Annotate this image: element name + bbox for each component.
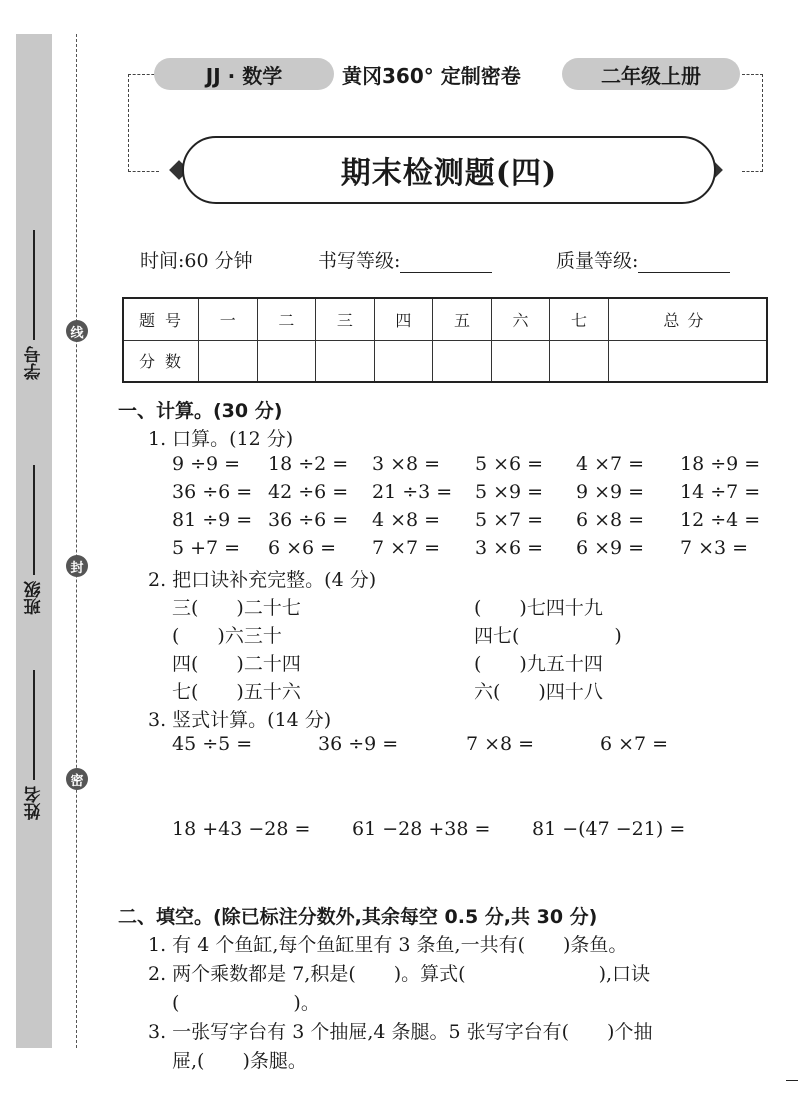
oral-calc-item: 4 ×8 = (372, 509, 441, 531)
oral-calc-item: 36 ÷6 = (172, 481, 253, 503)
rhyme-item: 四( )二十四 (172, 653, 301, 675)
name-blank[interactable] (33, 670, 35, 780)
score-cell-6[interactable] (491, 340, 550, 382)
rhyme-item: ( )九五十四 (474, 653, 603, 675)
oral-calc-item: 81 ÷9 = (172, 509, 253, 531)
header-dashed-frame-right (742, 74, 763, 172)
score-col-7: 七 (550, 298, 609, 340)
fill-item-2: 2. 两个乘数都是 7,积是( )。算式( ),口诀 (148, 963, 651, 985)
class-field (20, 455, 48, 615)
rhyme-item: ( )七四十九 (474, 597, 603, 619)
vertical-calc-item: 45 ÷5 = (172, 733, 253, 755)
fill-item-3-cont: 屉,( )条腿。 (172, 1050, 307, 1072)
vertical-calc-item: 18 +43 −28 = (172, 818, 311, 840)
name-label: 姓名 (24, 786, 45, 820)
score-col-3: 三 (316, 298, 375, 340)
quality-grade-label: 质量等级: (556, 250, 639, 272)
oral-calc-item: 6 ×6 = (268, 537, 337, 559)
subject-tag: JJ · 数学 (154, 58, 334, 90)
question-number-head: 题号 (123, 298, 199, 340)
cut-line (76, 34, 77, 1048)
rhyme-item: 七( )五十六 (172, 681, 301, 703)
seal-seal-mark: 封 (66, 555, 88, 577)
oral-calc-item: 18 ÷9 = (680, 453, 761, 475)
vertical-calc-item: 61 −28 +38 = (352, 818, 491, 840)
fill-item-3: 3. 一张写字台有 3 个抽屉,4 条腿。5 张写字台有( )个抽 (148, 1021, 653, 1043)
rhyme-item: 六( )四十八 (474, 681, 603, 703)
fill-item-1: 1. 有 4 个鱼缸,每个鱼缸里有 3 条鱼,一共有( )条鱼。 (148, 934, 628, 956)
writing-grade-blank[interactable] (400, 254, 492, 273)
q1-title: 1. 口算。(12 分) (148, 428, 294, 450)
score-col-total: 总分 (608, 298, 767, 340)
series-name: 黄冈360° 定制密卷 (342, 64, 521, 88)
oral-calc-item: 5 +7 = (172, 537, 241, 559)
q3-title: 3. 竖式计算。(14 分) (148, 709, 332, 731)
oral-calc-item: 36 ÷6 = (268, 509, 349, 531)
page-edge-mark (786, 1080, 798, 1081)
oral-calc-item: 14 ÷7 = (680, 481, 761, 503)
score-col-2: 二 (257, 298, 316, 340)
score-table (122, 297, 768, 383)
rhyme-item: ( )六三十 (172, 625, 282, 647)
student-id-field (20, 230, 48, 380)
vertical-calc-item: 6 ×7 = (600, 733, 669, 755)
student-id-label: 学号 (24, 346, 45, 380)
score-head: 分数 (123, 340, 199, 382)
page-title: 期末检测题(四) (182, 136, 716, 204)
oral-calc-item: 5 ×7 = (475, 509, 544, 531)
oral-calc-item: 9 ×9 = (576, 481, 645, 503)
oral-calc-item: 42 ÷6 = (268, 481, 349, 503)
seal-line-mark: 线 (66, 320, 88, 342)
oral-calc-item: 7 ×7 = (372, 537, 441, 559)
vertical-calc-item: 81 −(47 −21) = (532, 818, 686, 840)
oral-calc-item: 5 ×6 = (475, 453, 544, 475)
section-1-title: 一、计算。(30 分) (118, 400, 283, 422)
oral-calc-item: 3 ×6 = (475, 537, 544, 559)
score-table-score-row (123, 340, 767, 382)
oral-calc-item: 3 ×8 = (372, 453, 441, 475)
q2-title: 2. 把口诀补充完整。(4 分) (148, 569, 377, 591)
quality-grade-blank[interactable] (638, 254, 730, 273)
score-cell-2[interactable] (257, 340, 316, 382)
score-col-6: 六 (491, 298, 550, 340)
quality-grade (556, 246, 730, 273)
grade-tag: 二年级上册 (562, 58, 740, 90)
oral-calc-item: 12 ÷4 = (680, 509, 761, 531)
score-cell-7[interactable] (550, 340, 609, 382)
score-cell-5[interactable] (433, 340, 492, 382)
name-field (20, 665, 48, 820)
writing-grade (318, 246, 492, 273)
oral-calc-item: 6 ×8 = (576, 509, 645, 531)
oral-calc-item: 9 ÷9 = (172, 453, 241, 475)
score-col-1: 一 (199, 298, 258, 340)
class-label: 班级 (24, 581, 45, 615)
oral-calc-item: 21 ÷3 = (372, 481, 453, 503)
rhyme-item: 三( )二十七 (172, 597, 301, 619)
score-col-4: 四 (374, 298, 433, 340)
oral-calc-item: 7 ×3 = (680, 537, 749, 559)
class-blank[interactable] (33, 465, 35, 575)
exam-time: 时间:60 分钟 (140, 250, 253, 272)
oral-calc-item: 18 ÷2 = (268, 453, 349, 475)
vertical-calc-item: 7 ×8 = (466, 733, 535, 755)
oral-calc-item: 4 ×7 = (576, 453, 645, 475)
score-col-5: 五 (433, 298, 492, 340)
score-cell-4[interactable] (374, 340, 433, 382)
rhyme-item: 四七( ) (474, 625, 622, 647)
oral-calc-item: 6 ×9 = (576, 537, 645, 559)
section-2-title: 二、填空。(除已标注分数外,其余每空 0.5 分,共 30 分) (118, 906, 598, 928)
header-dashed-frame-left (128, 74, 159, 172)
student-id-blank[interactable] (33, 230, 35, 340)
seal-secret-mark: 密 (66, 768, 88, 790)
score-cell-total[interactable] (608, 340, 767, 382)
vertical-calc-item: 36 ÷9 = (318, 733, 399, 755)
score-cell-3[interactable] (316, 340, 375, 382)
writing-grade-label: 书写等级: (318, 250, 401, 272)
fill-item-2-cont: ( )。 (172, 992, 320, 1014)
oral-calc-item: 5 ×9 = (475, 481, 544, 503)
score-table-header-row (123, 298, 767, 340)
score-cell-1[interactable] (199, 340, 258, 382)
